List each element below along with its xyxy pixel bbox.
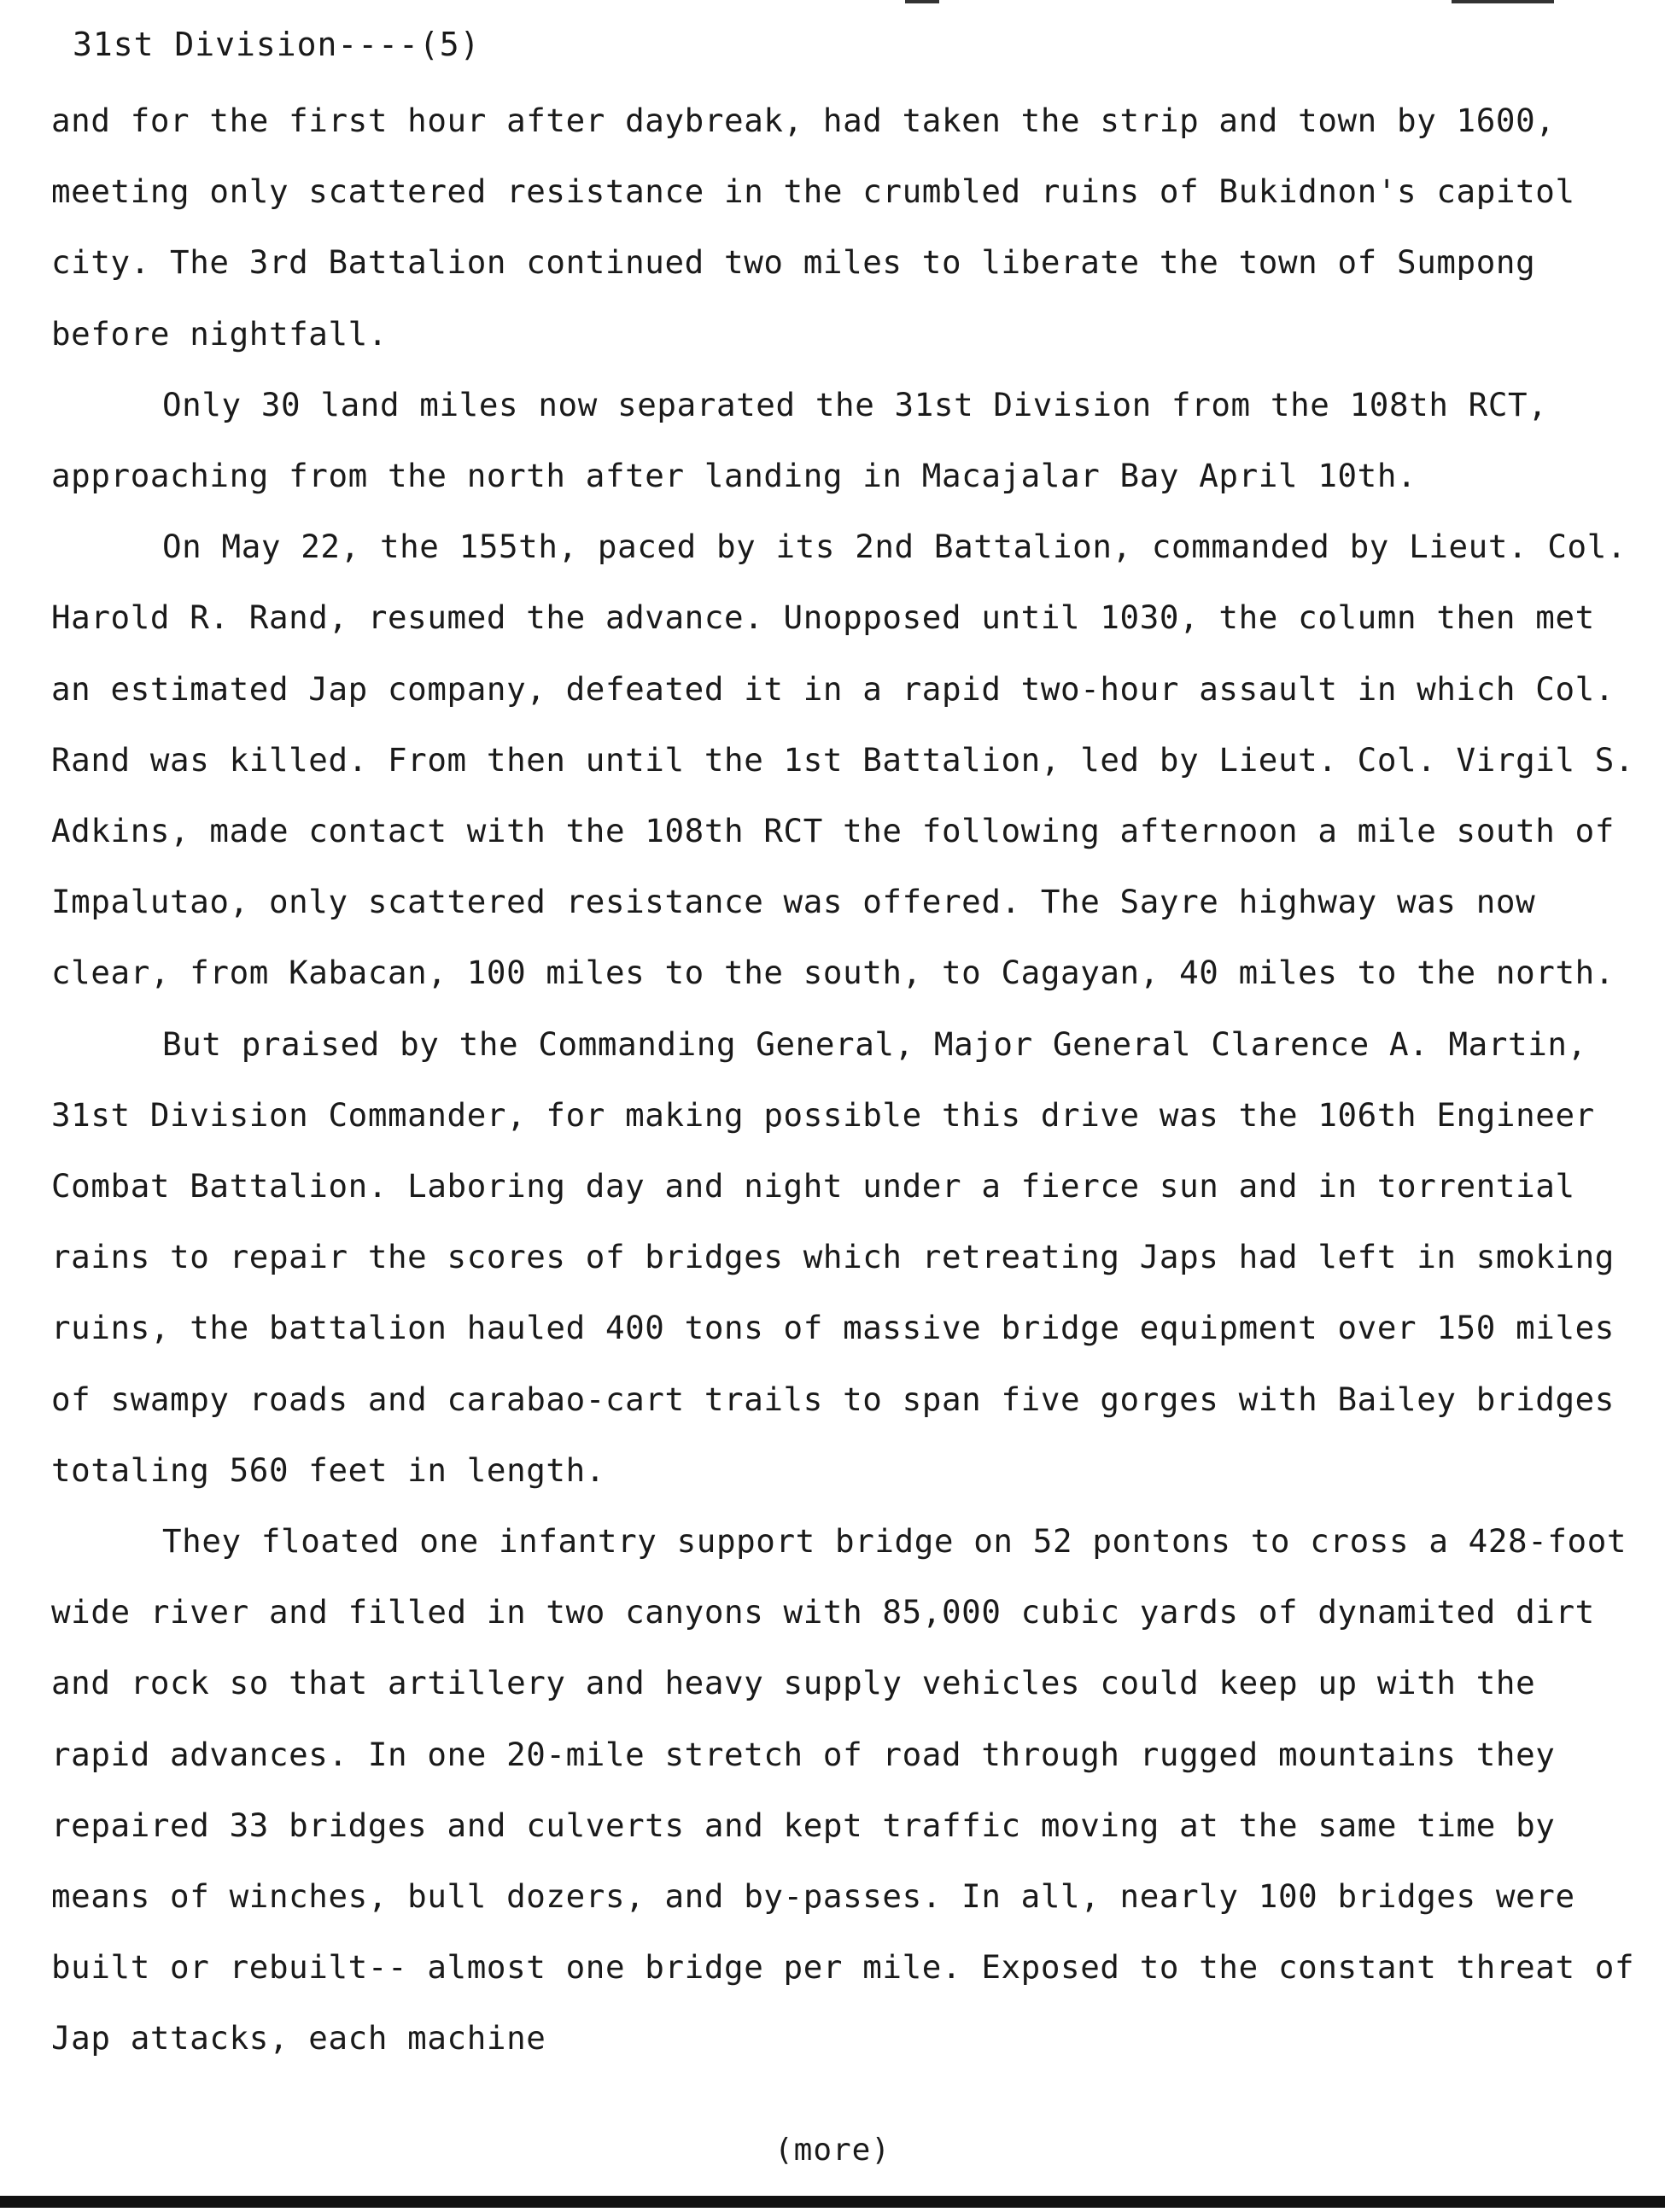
scan-bottom-border bbox=[0, 2196, 1665, 2208]
scan-edge-mark bbox=[1452, 0, 1554, 3]
paragraph: They floated one infantry support bridge on 52 pontons to cross a 428-foot wide river and filled in two canyons with 85,000 cubic yards of dynamited dirt and rock so that artillery and heavy supply vehicles could keep up with the rapid advances. In one 20-mile stretch of road through rugged mountains they repaired 33 bridges and culverts and kept traffic moving at the same time by means of winches, bull dozers, and by-passes. In all, nearly 100 bridges were built or rebuilt-- almost one bridge per mile. Exposed to the constant threat of Jap attacks, each machine bbox=[51, 1522, 1635, 2057]
paragraph: On May 22, the 155th, paced by its 2nd Battalion, commanded by Lieut. Col. Harold R. Rand, resumed the advance. Unopposed until 1030, the column then met an estimated Jap company, defeated it in a rapid two-hour assault in which Col. Rand was killed. From then until the 1st Battalion, led by Lieut. Col. Virgil S. Adkins, made contact with the 108th RCT the following afternoon a mile south of Impalutao, only scattered resistance was offered. The Sayre highway was now clear, from Kabacan, 100 miles to the south, to Cagayan, 40 miles to the north. bbox=[51, 528, 1635, 992]
body-text bbox=[51, 85, 1639, 2075]
paragraph: and for the first hour after daybreak, had taken the strip and town by 1600, meeting only scattered resistance in the crumbled ruins of Bukidnon's capitol city. The 3rd Battalion continued two miles to liberate the town of Sumpong before nightfall. bbox=[51, 102, 1575, 353]
paragraph: But praised by the Commanding General, Major General Clarence A. Martin, 31st Division Commander, for making possible this drive was the 106th Engineer Combat Battalion. Laboring day and night under a fierce sun and in torrential rains to repair the scores of bridges which retreating Japs had left in smoking ruins, the battalion hauled 400 tons of massive bridge equipment over 150 miles of swampy roads and carabao-cart trails to span five gorges with Bailey bridges totaling 560 feet in length. bbox=[51, 1024, 1615, 1489]
scan-edge-mark bbox=[905, 0, 939, 3]
paragraph: Only 30 land miles now separated the 31st Division from the 108th RCT, approaching from the north after landing in Macajalar Bay April 10th. bbox=[51, 385, 1548, 495]
page-header: 31st Division----(5) bbox=[73, 26, 481, 63]
continuation-marker: (more) bbox=[774, 2133, 891, 2168]
